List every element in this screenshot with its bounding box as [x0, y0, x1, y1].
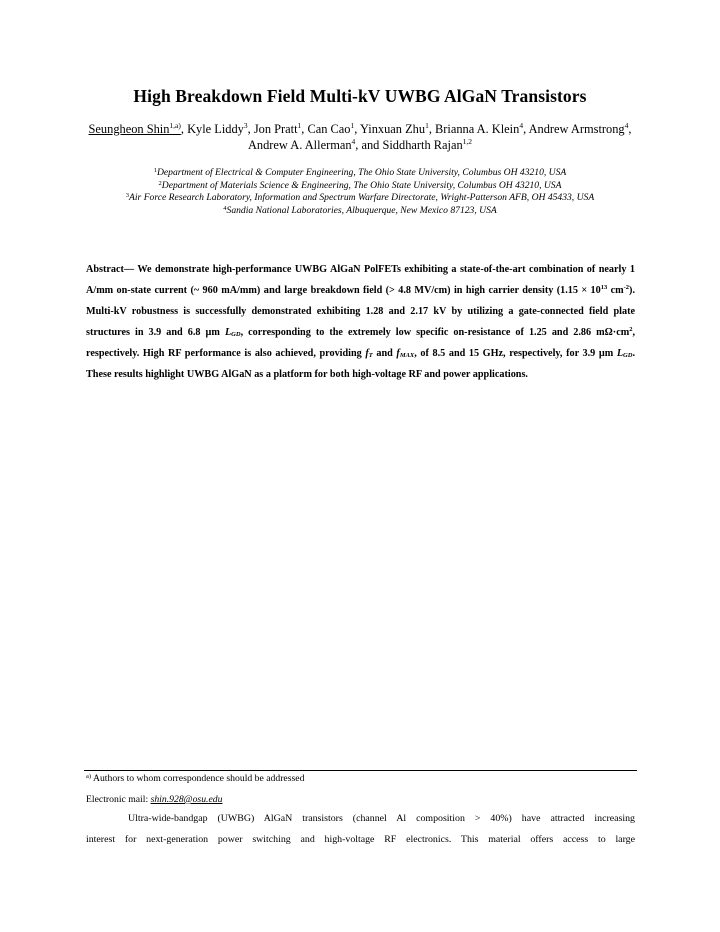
author-name: Jon Pratt$^1$ — [253, 121, 302, 136]
abstract-label: Abstract— — [86, 264, 135, 275]
footnote-email: Electronic mail: shin.928@osu.edu — [86, 794, 223, 805]
body-text — [86, 809, 635, 850]
body-paragraph-line: Ultra-wide-bandgap (UWBG) AlGaN transistors (channel Al composition > 40%) have attracted increasing — [128, 813, 635, 824]
footnote-correspondence: $^{a)}$ Authors to whom correspondence should be addressed — [86, 773, 305, 784]
author-name: Yinxuan Zhu$^1$ — [360, 121, 429, 136]
paper-title: High Breakdown Field Multi-kV UWBG AlGaN Transistors — [133, 86, 587, 106]
footnote-rule — [84, 770, 637, 771]
abstract: Abstract— We demonstrate high-performance UWBG AlGaN PolFETs exhibiting a state-of-the-art combination of nearly 1 A/mm on-state current (~ 960 mA/mm) and large breakdown field (> 4.8 MV/cm) in high carrier density ($1.15 \times 10^{13}$ $cm^{-2}$). Multi-kV robustness is successfully demonstrated exhibiting 1.28 and 2.17 kV by utilizing a gate-connected field plate structures in 3.9 and 6.8 µm $L_{GD}$, corresponding to the extremely low specific on-resistance of 1.25 and 2.86 $m\Omega\cdot cm^2$, respectively. High RF performance is also achieved, providing $f_T$ and $f_{MAX}$, of 8.5 and 15 GHz, respectively, for 3.9 µm $L_{GD}$. These results highlight UWBG AlGaN as a platform for both high-voltage RF and power applications. — [86, 264, 635, 380]
affiliation: $^2$Department of Materials Science & Engineering, The Ohio State University, Columbus OH 43210, USA — [158, 179, 562, 191]
author-name: Kyle Liddy$^3$ — [187, 121, 248, 136]
affiliation: $^3$Air Force Research Laboratory, Information and Spectrum Warfare Directorate, Wright-Patterson AFB, OH 45433, USA — [125, 192, 595, 203]
affiliation: $^4$Sandia National Laboratories, Albuquerque, New Mexico 87123, USA — [223, 204, 497, 216]
author-name: Seungheon Shin$^{1,a)}$ — [88, 121, 181, 136]
affiliation: $^1$Department of Electrical & Computer Engineering, The Ohio State University, Columbus OH 43210, USA — [153, 167, 567, 178]
email-link[interactable]: shin.928@osu.edu — [150, 794, 223, 805]
author-name: Andrew A. Allerman$^4$ — [247, 137, 356, 152]
body-paragraph-line: interest for next-generation power switching and high-voltage RF electronics. This material offers access to large — [86, 833, 635, 845]
author-name: Andrew Armstrong$^4$ — [528, 121, 629, 136]
author-name: Siddharth Rajan$^{1,2}$ — [382, 137, 473, 152]
affiliation-list — [80, 167, 640, 217]
author-name: Can Cao$^1$ — [307, 121, 355, 136]
author-list: Seungheon Shin$^{1,a)}$, Kyle Liddy$^3$, Jon Pratt$^1$, Can Cao$^1$, Yinxuan Zhu$^1$, Brianna A. Klein$^4$, Andrew Armstrong$^4$, Andrew A. Allerman$^4$, and Siddharth Rajan$^{1,2}$ — [88, 121, 632, 152]
author-name: Brianna A. Klein$^4$ — [435, 121, 524, 136]
